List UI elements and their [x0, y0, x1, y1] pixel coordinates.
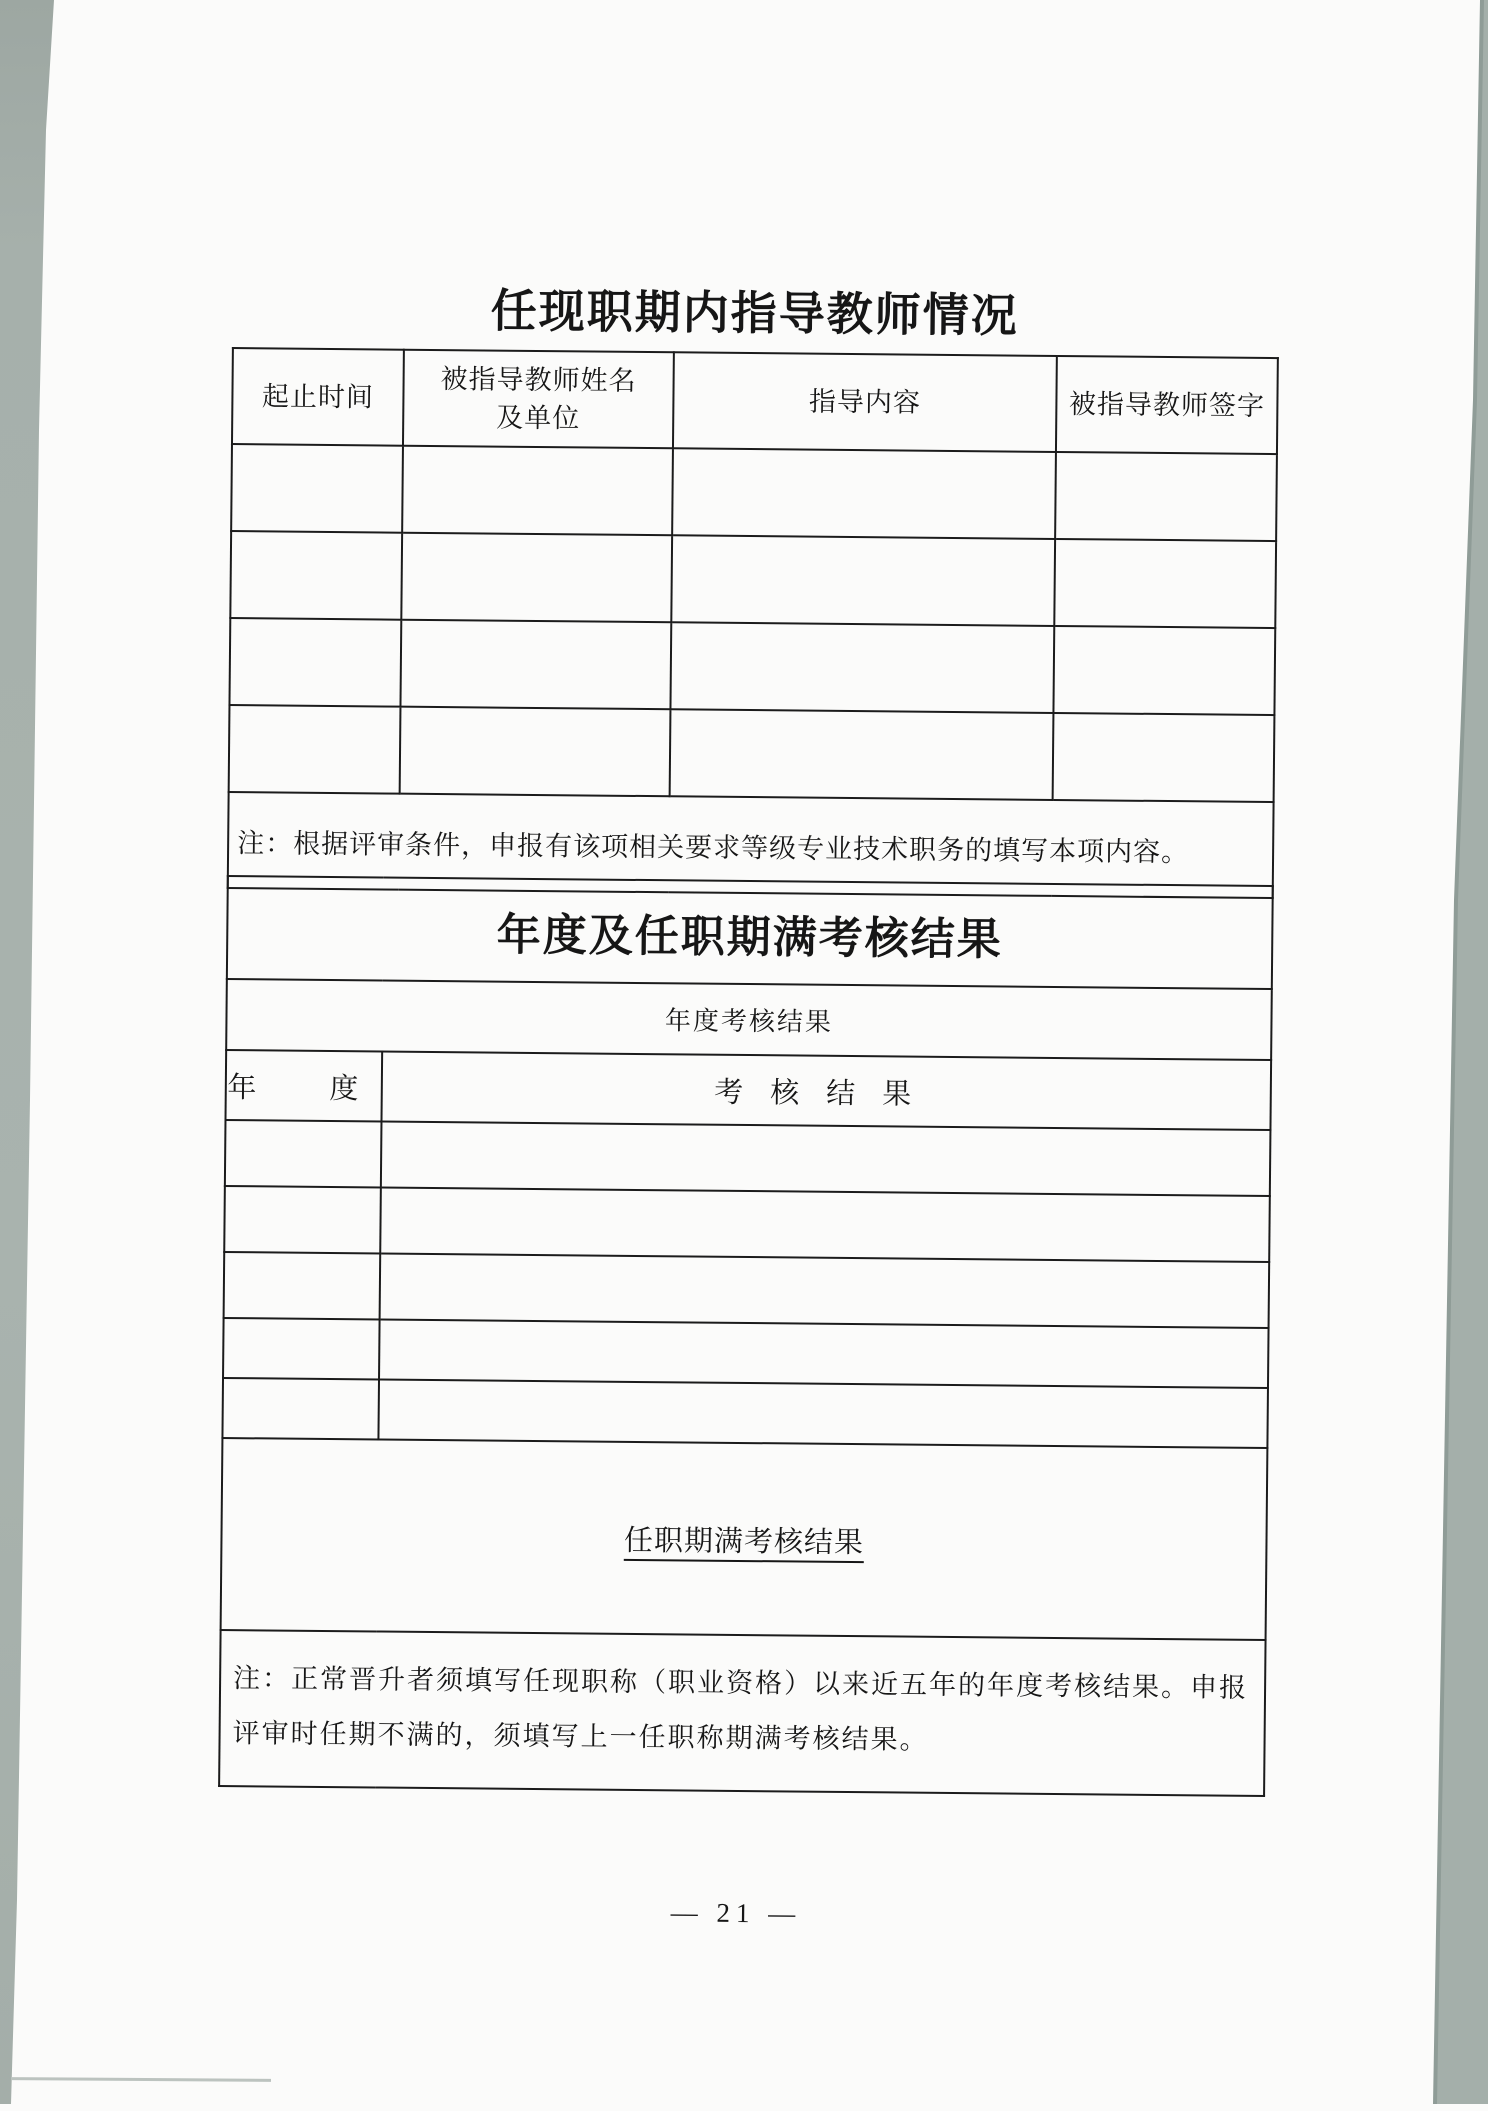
table-row — [222, 1378, 1268, 1448]
empty-cell — [225, 1120, 382, 1187]
empty-cell — [231, 444, 403, 533]
section1-note: 注：根据评审条件，申报有该项相关要求等级专业技术职务的填写本项内容。 — [228, 792, 1274, 898]
table-row — [225, 1120, 1271, 1196]
col-header-period: 起止时间 — [232, 348, 404, 446]
table-row — [224, 1186, 1270, 1262]
empty-cell — [380, 1188, 1270, 1263]
empty-cell — [224, 1252, 381, 1319]
empty-cell — [379, 1320, 1269, 1389]
empty-cell — [671, 535, 1055, 626]
empty-cell — [223, 1318, 380, 1379]
col-header-guidance-content: 指导内容 — [673, 352, 1057, 452]
section2-title-row — [227, 876, 1273, 989]
assessment-table — [218, 875, 1274, 1797]
col-header-mentee-line2: 及单位 — [496, 402, 581, 434]
table-row — [229, 705, 1275, 802]
table-row — [231, 444, 1277, 541]
col-header-mentee-signature: 被指导教师签字 — [1056, 356, 1278, 454]
empty-cell — [381, 1122, 1271, 1197]
section1-title: 任现职期内指导教师情况 — [490, 283, 1020, 343]
col-header-year: 年 度 — [225, 1050, 382, 1121]
mentoring-table — [227, 347, 1279, 899]
section2-note-row — [219, 1630, 1265, 1796]
assessment-header-row — [225, 1050, 1271, 1130]
empty-cell — [672, 448, 1056, 539]
section2-title: 年度及任职期满考核结果 — [227, 876, 1273, 989]
table-row — [229, 618, 1275, 715]
section2-note: 注：正常晋升者须填写任现职称（职业资格）以来近五年的年度考核结果。申报评审时任期不满的，须填写上一任职称期满考核结果。 — [219, 1630, 1265, 1796]
col-header-mentee-line1: 被指导教师姓名 — [440, 364, 637, 396]
empty-cell — [229, 705, 401, 794]
table-row — [230, 531, 1276, 628]
annual-result-subheader: 年度考核结果 — [226, 979, 1272, 1060]
empty-cell — [1053, 626, 1275, 715]
empty-cell — [380, 1254, 1270, 1329]
table-row — [224, 1252, 1270, 1328]
table-row — [223, 1318, 1269, 1388]
term-end-result-cell — [221, 1438, 1268, 1640]
col-header-result: 考核结果 — [381, 1052, 1271, 1131]
empty-cell — [670, 622, 1054, 713]
term-end-result-row — [221, 1438, 1268, 1640]
empty-cell — [670, 709, 1054, 800]
empty-cell — [378, 1380, 1268, 1449]
empty-cell — [230, 531, 402, 620]
col-header-mentee-name-unit — [403, 350, 674, 449]
empty-cell — [402, 446, 673, 536]
empty-cell — [229, 618, 401, 707]
empty-cell — [400, 707, 671, 797]
mentoring-table-header-row — [232, 348, 1278, 454]
term-end-result-label: 任职期满考核结果 — [623, 1524, 865, 1559]
empty-cell — [224, 1186, 381, 1253]
empty-cell — [222, 1378, 379, 1439]
page-number: — 21 — — [670, 1897, 802, 1929]
annual-result-subheader-row — [226, 979, 1272, 1060]
empty-cell — [1055, 452, 1277, 541]
empty-cell — [401, 533, 672, 623]
empty-cell — [1054, 539, 1276, 628]
empty-cell — [400, 620, 671, 710]
empty-cell — [1053, 713, 1275, 802]
